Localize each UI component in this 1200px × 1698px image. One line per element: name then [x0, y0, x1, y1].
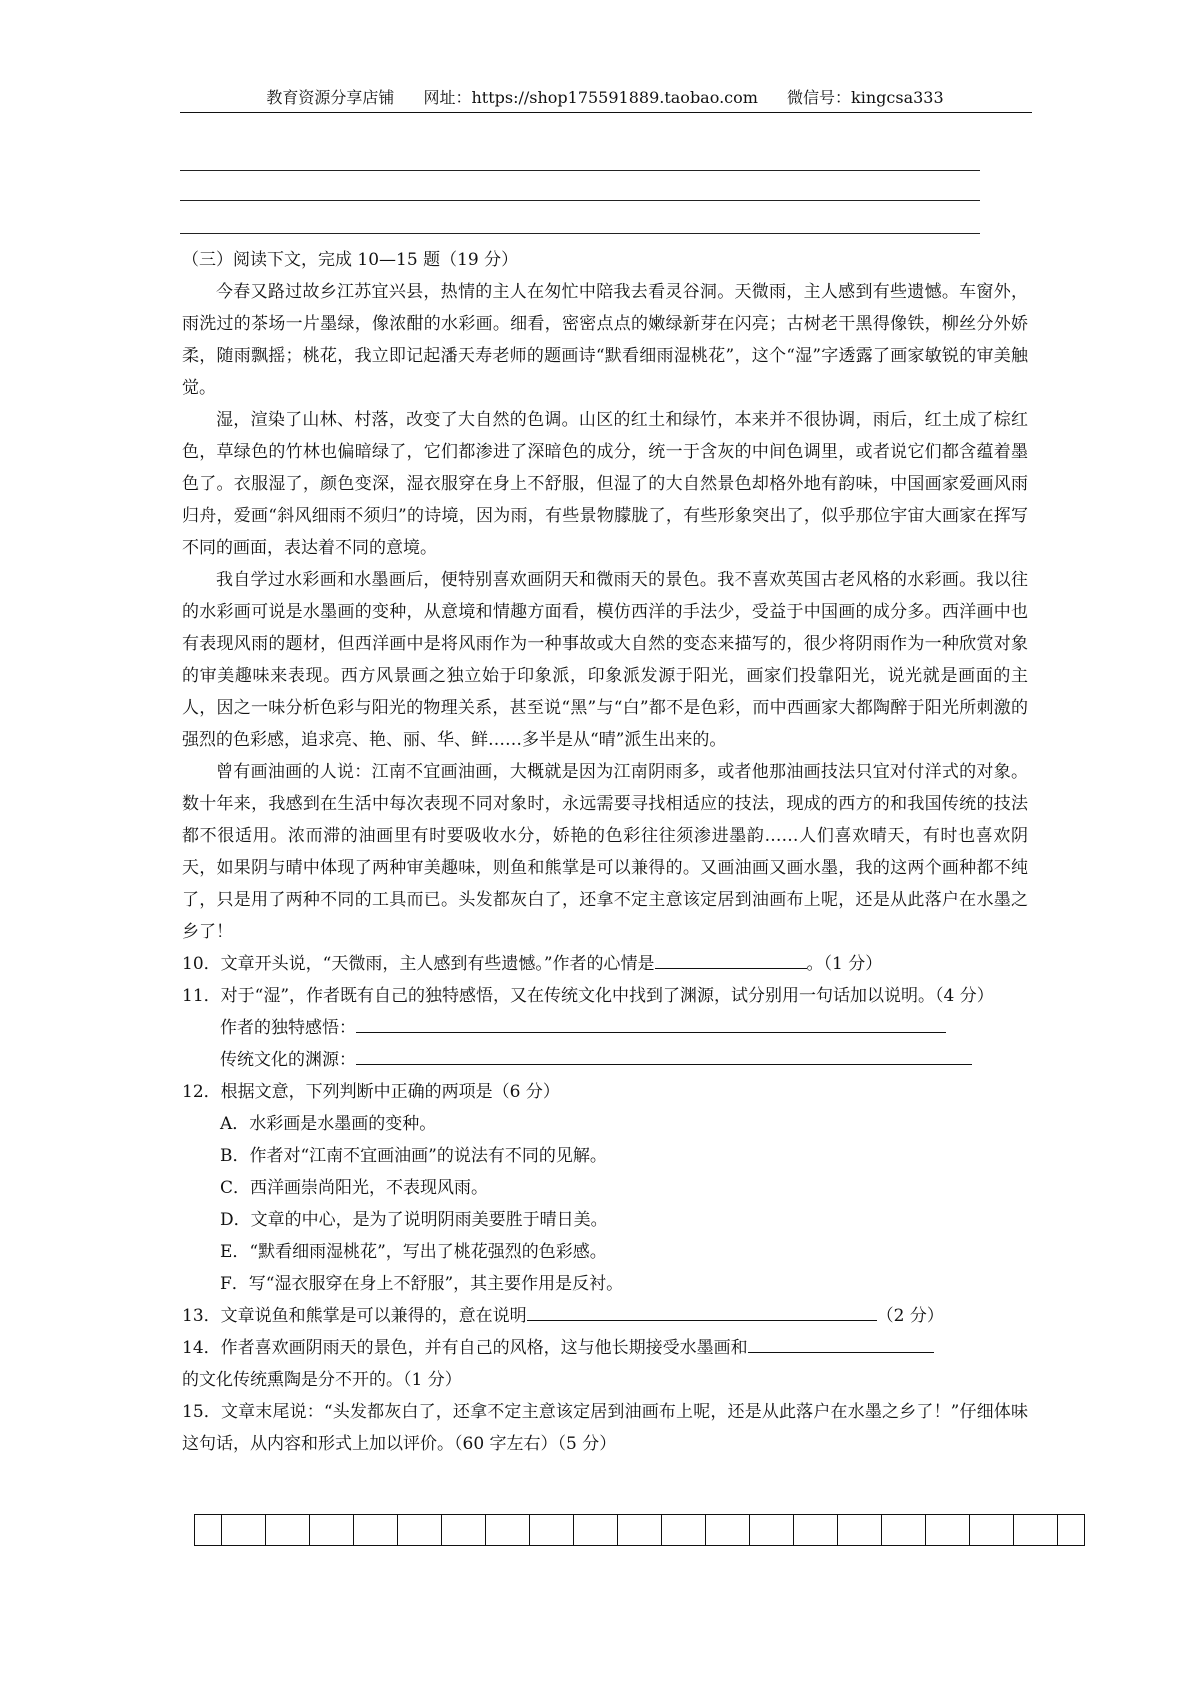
reading-section — [182, 244, 1028, 1460]
question-14-cont: 的文化传统熏陶是分不开的。（1 分） — [182, 1370, 462, 1390]
question-12: 12．根据文意，下列判断中正确的两项是（6 分） — [182, 1082, 560, 1102]
shop-url: 网址：https://shop175591889.taobao.com — [423, 88, 758, 107]
option-f: F．写“湿衣服穿在身上不舒服”，其主要作用是反衬。 — [220, 1274, 624, 1294]
grid-cell[interactable] — [266, 1515, 310, 1545]
passage-paragraph: 我自学过水彩画和水墨画后，便特别喜欢画阴天和微雨天的景色。我不喜欢英国古老风格的水彩画。我以往的水彩画可说是水墨画的变种，从意境和情趣方面看，模仿西洋的手法少，受益于中国画的成分多。西洋画中也有表现风雨的题材，但西洋画中是将风雨作为一种事故或大自然的变态来描写的，很少将阴雨作为一种欣赏对象的审美趣味来表现。西方风景画之独立始于印象派，印象派发源于阳光，画家们投靠阳光，说光就是画面的主人，因之一味分析色彩与阳光的物理关系，甚至说“黑”与“白”都不是色彩，而中西画家大都陶醉于阳光所刺激的强烈的色彩感，追求亮、艳、丽、华、鲜……多半是从“晴”派生出来的。 — [182, 570, 1028, 750]
question-14: 14．作者喜欢画阴雨天的景色，并有自己的风格，这与他长期接受水墨画和 — [182, 1332, 1028, 1364]
grid-cell[interactable] — [1014, 1515, 1058, 1545]
grid-cell[interactable] — [926, 1515, 970, 1545]
shop-name: 教育资源分享店铺 — [266, 88, 395, 107]
page-header — [180, 86, 1030, 110]
question-11-a: 作者的独特感悟： — [182, 1012, 1028, 1044]
passage-paragraph: 今春又路过故乡江苏宜兴县，热情的主人在匆忙中陪我去看灵谷洞。天微雨，主人感到有些遗憾。车窗外，雨洗过的茶场一片墨绿，像浓酣的水彩画。细看，密密点点的嫩绿新芽在闪亮；古树老干黑得像铁，柳丝分外娇柔，随雨飘摇；桃花，我立即记起潘天寿老师的题画诗“默看细雨湿桃花”，这个“湿”字透露了画家敏锐的审美触觉。 — [182, 282, 1028, 398]
wechat-id: 微信号：kingcsa333 — [787, 88, 944, 107]
grid-cell[interactable] — [195, 1515, 222, 1545]
grid-cell[interactable] — [310, 1515, 354, 1545]
option-d: D．文章的中心，是为了说明阴雨美要胜于晴日美。 — [220, 1210, 608, 1230]
header-rule — [180, 112, 1032, 113]
grid-cell[interactable] — [486, 1515, 530, 1545]
grid-cell[interactable] — [442, 1515, 486, 1545]
answer-blank-14[interactable] — [748, 1334, 934, 1353]
answer-grid[interactable] — [194, 1514, 1085, 1546]
answer-blank-11b[interactable] — [356, 1046, 972, 1065]
grid-cell[interactable] — [222, 1515, 266, 1545]
grid-cell[interactable] — [574, 1515, 618, 1545]
grid-cell[interactable] — [970, 1515, 1014, 1545]
passage-paragraph: 湿，渲染了山林、村落，改变了大自然的色调。山区的红土和绿竹，本来并不很协调，雨后，红土成了棕红色，草绿色的竹林也偏暗绿了，它们都渗进了深暗色的成分，统一于含灰的中间色调里，或者说它们都含蕴着墨色了。衣服湿了，颜色变深，湿衣服穿在身上不舒服，但湿了的大自然景色却格外地有韵味，中国画家爱画风雨归舟，爱画“斜风细雨不须归”的诗境，因为雨，有些景物朦胧了，有些形象突出了，似乎那位宇宙大画家在挥写不同的画面，表达着不同的意境。 — [182, 410, 1028, 558]
option-a: A．水彩画是水墨画的变种。 — [220, 1114, 437, 1134]
grid-cell[interactable] — [838, 1515, 882, 1545]
answer-line[interactable] — [180, 200, 980, 201]
grid-cell[interactable] — [750, 1515, 794, 1545]
grid-cell[interactable] — [398, 1515, 442, 1545]
grid-cell[interactable] — [530, 1515, 574, 1545]
question-15: 15．文章末尾说：“头发都灰白了，还拿不定主意该定居到油画布上呢，还是从此落户在水墨之乡了！”仔细体味这句话，从内容和形式上加以评价。（60 字左右）（5 分） — [182, 1402, 1028, 1454]
option-c: C．西洋画崇尚阳光，不表现风雨。 — [220, 1178, 489, 1198]
question-11: 11．对于“湿”，作者既有自己的独特感悟，又在传统文化中找到了渊源，试分别用一句话加以说明。（4 分） — [182, 986, 994, 1006]
answer-blank-10[interactable] — [655, 950, 807, 969]
grid-cell[interactable] — [354, 1515, 398, 1545]
answer-line[interactable] — [180, 170, 980, 171]
section-title: （三）阅读下文，完成 10—15 题（19 分） — [182, 250, 519, 270]
question-13: 13．文章说鱼和熊掌是可以兼得的，意在说明 （2 分） — [182, 1300, 1028, 1332]
grid-cell[interactable] — [618, 1515, 662, 1545]
grid-cell[interactable] — [882, 1515, 926, 1545]
option-e: E．“默看细雨湿桃花”，写出了桃花强烈的色彩感。 — [220, 1242, 607, 1262]
grid-cell[interactable] — [1058, 1515, 1085, 1545]
question-11-b: 传统文化的渊源： — [182, 1044, 1028, 1076]
grid-cell[interactable] — [794, 1515, 838, 1545]
grid-cell[interactable] — [662, 1515, 706, 1545]
answer-blank-13[interactable] — [527, 1302, 877, 1321]
option-b: B．作者对“江南不宜画油画”的说法有不同的见解。 — [220, 1146, 607, 1166]
answer-line[interactable] — [180, 233, 980, 234]
answer-blank-11a[interactable] — [356, 1014, 946, 1033]
question-10: 10．文章开头说，“天微雨，主人感到有些遗憾。”作者的心情是 。（1 分） — [182, 948, 1028, 980]
grid-cell[interactable] — [706, 1515, 750, 1545]
passage-paragraph: 曾有画油画的人说：江南不宜画油画，大概就是因为江南阴雨多，或者他那油画技法只宜对付洋式的对象。数十年来，我感到在生活中每次表现不同对象时，永远需要寻找相适应的技法，现成的西方的和我国传统的技法都不很适用。浓而滞的油画里有时要吸收水分，娇艳的色彩往往须渗进墨韵……人们喜欢晴天，有时也喜欢阴天，如果阴与晴中体现了两种审美趣味，则鱼和熊掌是可以兼得的。又画油画又画水墨，我的这两个画种都不纯了，只是用了两种不同的工具而已。头发都灰白了，还拿不定主意该定居到油画布上呢，还是从此落户在水墨之乡了！ — [182, 762, 1028, 942]
